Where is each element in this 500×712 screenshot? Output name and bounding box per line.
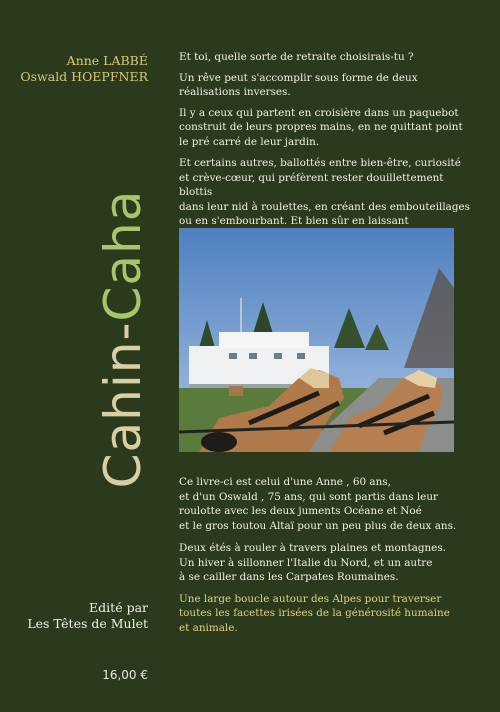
outro-text: [179, 475, 479, 635]
title-part-1: Cahin-: [94, 321, 152, 489]
publisher: [12, 600, 148, 632]
horses-and-houseboat-illustration: [179, 228, 454, 452]
outro-paragraph: Une large boucle autour des Alpes pour traverser toutes les facettes irisées de la générosité humaine et animale.: [179, 592, 450, 634]
publisher-line: Edité par: [89, 600, 148, 615]
authors: [12, 53, 148, 85]
outro-paragraph: Deux étés à rouler à travers plaines et montagnes. Un hiver à sillonner l'Italie du Nord, et un autre à se cailler dans les Carpates Roumaines.: [179, 542, 446, 583]
price: 16,00 €: [102, 668, 148, 682]
author-name: Oswald HOEPFNER: [20, 69, 148, 84]
outro-paragraph: Ce livre-ci est celui d'une Anne , 60 ans, et d'un Oswald , 75 ans, qui sont partis dans leur roulotte avec les deux juments Océane et Noé et le gros toutou Altaï pour un peu plus de deux ans.: [179, 476, 457, 532]
intro-paragraph: Et certains autres, ballottés entre bien-être, curiosité et crève-cœur, qui préfèrent rester douillettement blottis dans leur nid à roulettes, en créant des embouteillages ou en s'embourbant. Et bien sûr en laissant: [179, 157, 471, 227]
book-title: [94, 189, 152, 489]
title-part-2: Caha: [94, 189, 152, 322]
publisher-line: Les Têtes de Mulet: [27, 616, 148, 631]
intro-paragraph: Un rêve peut s'accomplir sous forme de deux réalisations inverses.: [179, 71, 418, 98]
author-name: Anne LABBÉ: [66, 53, 148, 68]
intro-text: [179, 50, 479, 243]
intro-paragraph: Il y a ceux qui partent en croisière dans un paquebot construit de leurs propres mains, en ne quittant point le pré carré de leur jardin.: [179, 106, 463, 148]
intro-question: Et toi, quelle sorte de retraite choisirais-tu ?: [179, 51, 414, 63]
cover-photo: [179, 228, 454, 452]
